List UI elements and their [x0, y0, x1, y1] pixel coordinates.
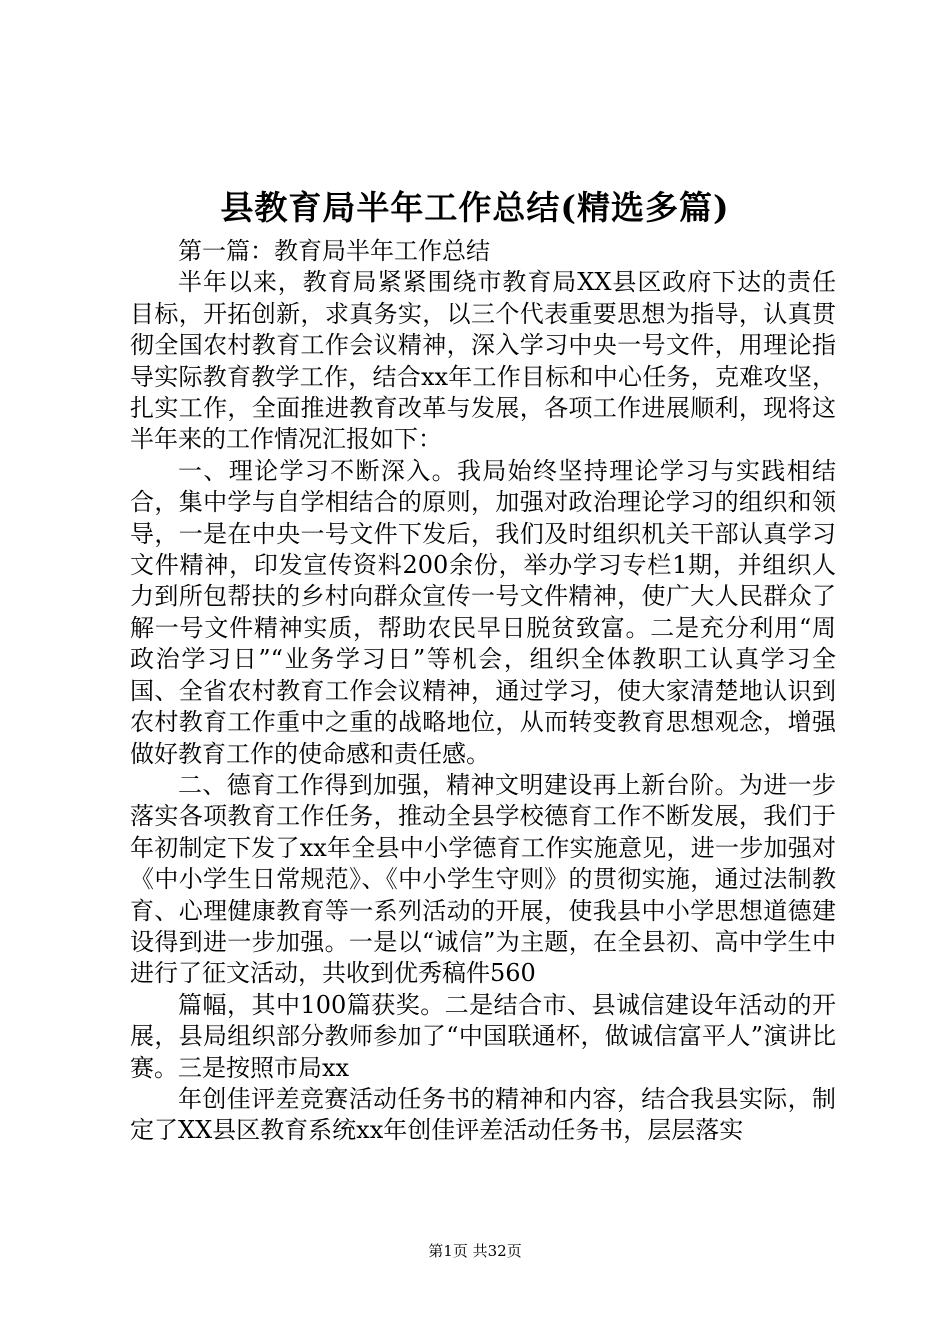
page-number: 第1页 共32页 — [428, 1242, 522, 1260]
document-body — [130, 236, 836, 1147]
body-paragraph: 年创佳评差竞赛活动任务书的精神和内容，结合我县实际，制定了XX县区教育系统xx年创佳评差活动任务书，层层落实 — [130, 1084, 836, 1145]
body-paragraph: 二、德育工作得到加强，精神文明建设再上新台阶。为进一步落实各项教育工作任务，推动全县学校德育工作不断发展，我们于年初制定下发了xx年全县中小学德育工作实施意见，进一步加强对《中小学生日常规范》、《中小学生守则》的贯彻实施，通过法制教育、心理健康教育等一系列活动的开展，使我县中小学思想道德建设得到进一步加强。一是以“诚信”为主题，在全县初、高中学生中进行了征文活动，共收到优秀稿件560 — [130, 770, 836, 988]
section-heading: 第一篇：教育局半年工作总结 — [178, 237, 490, 265]
body-paragraph: 篇幅，其中100篇获奖。二是结合市、县诚信建设年活动的开展，县局组织部分教师参加了“中国联通杯，做诚信富平人”演讲比赛。三是按照市局xx — [130, 990, 836, 1082]
document-title: 县教育局半年工作总结(精选多篇) — [220, 188, 730, 227]
body-paragraph: 半年以来，教育局紧紧围绕市教育局XX县区政府下达的责任目标，开拓创新，求真务实，以三个代表重要思想为指导，认真贯彻全国农村教育工作会议精神，深入学习中央一号文件，用理论指导实际教育教学工作，结合xx年工作目标和中心任务，克难攻坚，扎实工作，全面推进教育改革与发展，各项工作进展顺利，现将这半年来的工作情况汇报如下： — [130, 268, 836, 454]
body-paragraph: 一、理论学习不断深入。我局始终坚持理论学习与实践相结合，集中学与自学相结合的原则，加强对政治理论学习的组织和领导，一是在中央一号文件下发后，我们及时组织机关干部认真学习文件精神，印发宣传资料200余份，举办学习专栏1期，并组织人力到所包帮扶的乡村向群众宣传一号文件精神，使广大人民群众了解一号文件精神实质，帮助农民早日脱贫致富。二是充分利用“周政治学习日”“业务学习日”等机会，组织全体教职工认真学习全国、全省农村教育工作会议精神，通过学习，使大家清楚地认识到农村教育工作重中之重的战略地位，从而转变教育思想观念，增强做好教育工作的使命感和责任感。 — [130, 456, 836, 768]
